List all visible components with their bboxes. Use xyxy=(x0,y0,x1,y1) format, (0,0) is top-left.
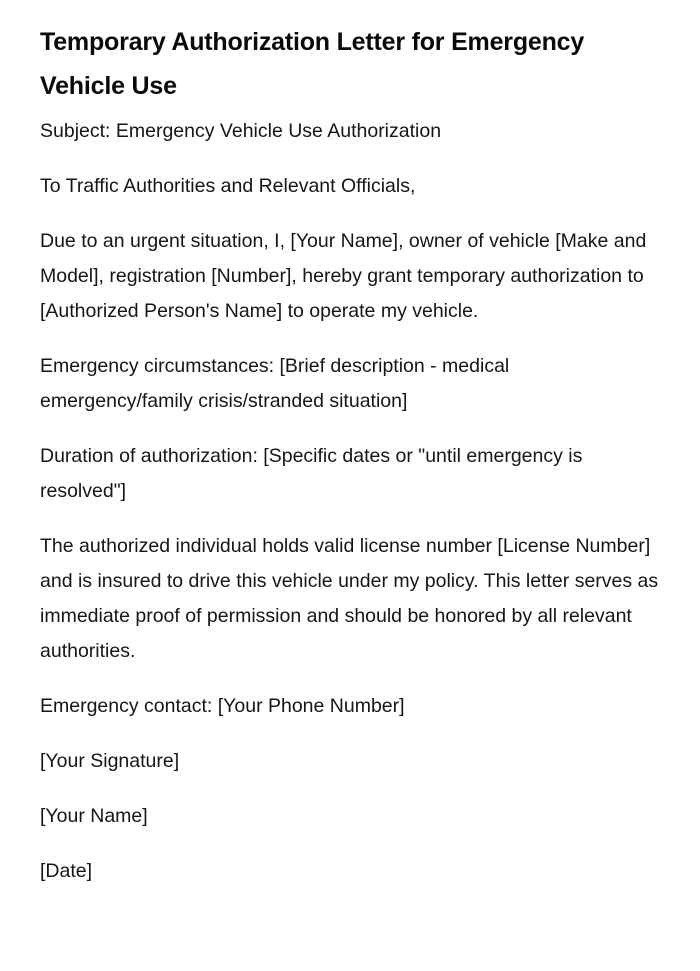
circumstances-paragraph: Emergency circumstances: [Brief description - medical emergency/family crisis/stranded situation] xyxy=(40,355,510,412)
emergency-contact-line: Emergency contact: [Your Phone Number] xyxy=(40,695,405,717)
name-placeholder: [Your Name] xyxy=(40,805,148,827)
date-placeholder: [Date] xyxy=(40,860,93,882)
page-title: Temporary Authorization Letter for Emergency Vehicle Use xyxy=(40,28,585,100)
body-intro-paragraph: Due to an urgent situation, I, [Your Name], owner of vehicle [Make and Model], registration [Number], hereby grant temporary authorization to [Authorized Person's Name] to operate my vehicle. xyxy=(40,230,647,322)
salutation: To Traffic Authorities and Relevant Officials, xyxy=(40,175,416,197)
duration-paragraph: Duration of authorization: [Specific dates or "until emergency is resolved"] xyxy=(40,445,583,502)
letter-document xyxy=(40,20,660,909)
signature-placeholder: [Your Signature] xyxy=(40,750,180,772)
license-paragraph: The authorized individual holds valid license number [License Number] and is insured to drive this vehicle under my policy. This letter serves as immediate proof of permission and should be honored by all relevant authorities. xyxy=(40,535,659,662)
subject-line: Subject: Emergency Vehicle Use Authorization xyxy=(40,120,442,142)
